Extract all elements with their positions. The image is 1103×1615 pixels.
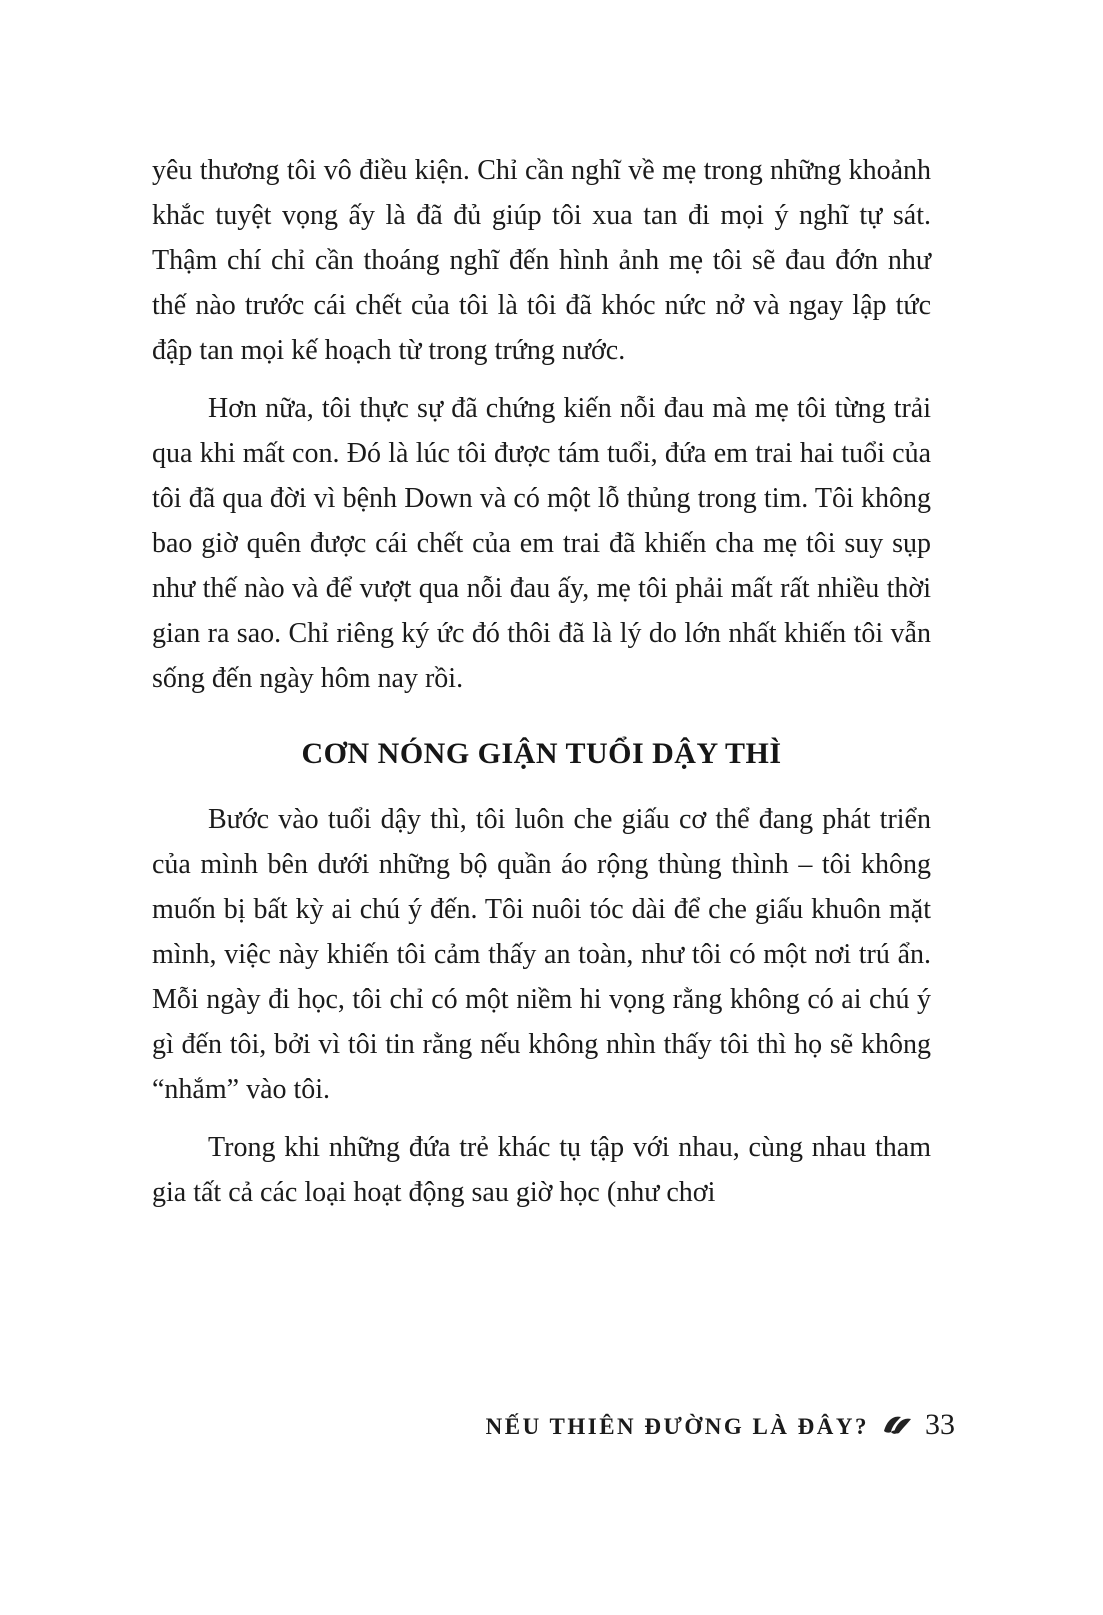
page-body-text <box>152 148 931 1215</box>
running-footer <box>486 1408 955 1442</box>
paragraph: Hơn nữa, tôi thực sự đã chứng kiến nỗi đau mà mẹ tôi từng trải qua khi mất con. Đó là lúc tôi được tám tuổi, đứa em trai hai tuổi của tôi đã qua đời vì bệnh Down và có một lỗ thủng trong tim. Tôi không bao giờ quên được cái chết của em trai đã khiến cha mẹ tôi suy sụp như thế nào và để vượt qua nỗi đau ấy, mẹ tôi phải mất rất nhiều thời gian ra sao. Chỉ riêng ký ức đó thôi đã là lý do lớn nhất khiến tôi vẫn sống đến ngày hôm nay rồi. <box>152 393 931 694</box>
running-title: NẾU THIÊN ĐƯỜNG LÀ ĐÂY? <box>485 1414 869 1439</box>
section-heading: CƠN NÓNG GIẬN TUỔI DẬY THÌ <box>301 737 782 770</box>
paragraph-continuation: yêu thương tôi vô điều kiện. Chỉ cần nghĩ về mẹ trong những khoảnh khắc tuyệt vọng ấy là đã đủ giúp tôi xua tan đi mọi ý nghĩ tự sát. Thậm chí chỉ cần thoáng nghĩ đến hình ảnh mẹ tôi sẽ đau đớn như thế nào trước cái chết của tôi là tôi đã khóc nức nở và ngay lập tức đập tan mọi kế hoạch từ trong trứng nước. <box>152 155 931 366</box>
paragraph: Bước vào tuổi dậy thì, tôi luôn che giấu cơ thể đang phát triển của mình bên dưới những bộ quần áo rộng thùng thình – tôi không muốn bị bất kỳ ai chú ý đến. Tôi nuôi tóc dài để che giấu khuôn mặt mình, việc này khiến tôi cảm thấy an toàn, như tôi có một nơi trú ẩn. Mỗi ngày đi học, tôi chỉ có một niềm hi vọng rằng không có ai chú ý gì đến tôi, bởi vì tôi tin rằng nếu không nhìn thấy tôi thì họ sẽ không “nhắm” vào tôi. <box>152 804 931 1105</box>
paragraph: Trong khi những đứa trẻ khác tụ tập với nhau, cùng nhau tham gia tất cả các loại hoạt động sau giờ học (như chơi <box>152 1132 931 1208</box>
page-number: 33 <box>925 1408 955 1441</box>
floral-leaf-ornament-icon <box>881 1412 913 1441</box>
